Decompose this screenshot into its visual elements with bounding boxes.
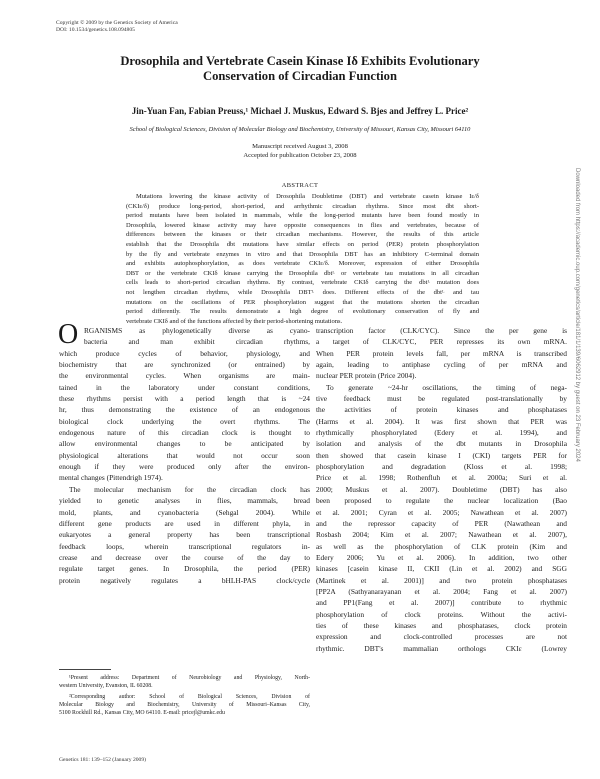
body-line: The molecular mechanism for the circadian clock has <box>69 484 310 494</box>
left-paragraph-1 <box>59 348 310 484</box>
footnote-divider <box>59 669 111 670</box>
body-line: physiological alterations that would not occur soon <box>59 450 310 460</box>
body-line: phosphorylation and degradation (Kloss et al. 1998; <box>316 462 567 472</box>
body-line: phosphorylation of clock proteins. Without the activi- <box>316 609 567 619</box>
download-watermark <box>566 168 586 728</box>
abstract-line: Drosophila, lowered kinase activity may have opposite consequences in flies and vertebrates, because of <box>126 221 479 229</box>
body-line: different gene products are used in different phyla, in <box>59 518 310 528</box>
manuscript-dates <box>60 143 540 160</box>
footnote-line: ¹Present address: Department of Neurobiology and Physiology, North- <box>69 675 310 681</box>
body-line: crease and decrease over the course of the day to <box>59 552 310 562</box>
article-title <box>60 54 540 84</box>
body-line: 2000; Muskus et al. 2007). Doubletime (DBT) has also <box>316 484 567 494</box>
title-line-2: Conservation of Circadian Function <box>203 69 397 83</box>
body-line: nuclear PER protein (Price 2004). <box>316 371 417 381</box>
body-line: eukaryotes a general property has been transcriptional <box>59 530 310 540</box>
abstract-line: cells leads to short-period circadian rhythms. By contrast, vertebrate CKIδ carrying the dbtᴸ mutation does <box>126 279 479 287</box>
body-line: (Harms et al. 2004). It was first shown that PER was <box>316 416 567 426</box>
body-line: and the repressor capacity of PER (Nawathean and <box>316 518 567 528</box>
body-line: To generate ~24-hr oscillations, the timing of nega- <box>326 382 567 392</box>
right-paragraph-2 <box>316 382 567 654</box>
body-line: the activities of protein kinases and phosphatases <box>316 405 567 415</box>
abstract-line: not lengthen circadian rhythms, while Drosophila DBTᴸ does. Different effects of the dbtᴸ and tau <box>126 288 479 296</box>
abstract-line: DBT or the vertebrate CKIδ kinase carrying the Drosophila dbtᴸ or vertebrate tau mutations in all circadian <box>126 269 479 277</box>
body-line: biochemistry that are synchronized (or entrained) by <box>59 360 310 370</box>
abstract-line: mutations on the oscillations of PER phosphorylation suggest that the mutations shorten the circadian <box>126 298 479 306</box>
abstract-line: establish that the Drosophila dbt mutations have similar effects on period (PER) protein phosphorylation <box>126 240 479 248</box>
body-line: ties of these kinases and phosphatases, clock protein <box>316 620 567 630</box>
footnote-line: western University, Evanston, IL 60208. <box>59 682 153 689</box>
abstract-line: period mutants have been isolated in mammals, while the long-period mutants have been found mostly in <box>126 212 479 220</box>
body-line: these rhythms persist with a period length that is ~24 <box>59 394 310 404</box>
body-line: Rosbash 2004; Kim et al. 2007; Nawathean et al. 2007), <box>316 530 567 540</box>
body-line: been proposed to regulate the nuclear localization (Bao <box>316 496 567 506</box>
body-line: protein negatively regulates a bHLH-PAS clock/cycle <box>59 575 310 585</box>
journal-footer: Genetics 181: 139–152 (January 2009) <box>59 757 146 763</box>
abstract-body <box>126 192 479 326</box>
dropcap: O <box>58 319 79 350</box>
watermark-text: Downloaded from https://academic.oup.com/genetics/article/181/1/139/6062912 by guest on 23 February 2024 <box>574 168 580 462</box>
abstract-line: Mutations lowering the kinase activity of Drosophila Doubletime (DBT) and vertebrate casein kinase Iε/δ <box>136 193 479 200</box>
body-line: expression and clock-controlled processes are not <box>316 632 567 642</box>
body-line: regulate target genes. In Drosophila, the period (PER) <box>59 564 310 574</box>
copyright-notice <box>56 20 178 34</box>
body-line: (Martinek et al. 2001)] and two protein phosphatases <box>316 575 567 585</box>
body-line: mold, plants, and cyanobacteria (Sehgal 2004). While <box>59 507 310 517</box>
intro-text: RGANISMS as phylogenetically diverse as cyano- <box>84 326 310 335</box>
abstract-line: period differently. The results demonstrate a high degree of evolutionary conservation of fly and <box>126 308 479 316</box>
affiliation: School of Biological Sciences, Division of Molecular Biology and Biochemistry, University of Missouri, Kansas City, Missouri 64110 <box>129 126 471 133</box>
accepted-date: Accepted for publication October 23, 2008 <box>243 151 357 159</box>
body-line: kinases [casein kinase II, CKII (Lin et al. 2002) and SGG <box>316 564 567 574</box>
body-line: [PP2A (Sathyanarayanan et al. 2004; Fang et al. 2007) <box>316 586 567 596</box>
body-line: transcription factor (CLK/CYC). Since the per gene is <box>316 326 567 335</box>
body-line: rhythmic. DBT's mammalian orthologs CKIε (Lowrey <box>316 643 567 653</box>
footnote-line: ²Corresponding author: School of Biological Sciences, Division of <box>69 694 310 701</box>
body-line: and PP1(Fang et al. 2007)] contribute to rhythmic <box>316 598 567 608</box>
body-line: Price et al. 1998; Rothenfluh et al. 2000a; Suri et al. <box>316 473 567 483</box>
body-line: as well as the phosphorylation of CLK protein (Kim and <box>316 541 567 551</box>
body-line: rhythmically phosphorylated (Edery et al. 1994), and <box>316 428 567 438</box>
copyright-line: Copyright © 2009 by the Genetics Society of America <box>56 20 178 26</box>
body-line: isolation and analysis of the dbt mutants in Drosophila <box>316 439 567 449</box>
title-line-1: Drosophila and Vertebrate Casein Kinase Iδ Exhibits Evolutionary <box>120 54 480 68</box>
body-line: enough if they were produced only after the environ- <box>59 462 310 472</box>
body-line: hr, thus demonstrating the existence of an endogenous <box>59 405 310 415</box>
abstract-line: differences between the kinases or their circadian mechanisms. However, the results of this article <box>126 231 479 239</box>
footnotes <box>59 675 310 718</box>
footnote-line: 5100 Rockhill Rd., Kansas City, MO 64110. E-mail: pricejl@umkc.edu <box>59 709 225 716</box>
right-paragraph-1 <box>316 325 567 382</box>
doi-line: DOI: 10.1534/genetics.108.094805 <box>56 27 135 34</box>
body-line: the environmental cycles. When organisms are main- <box>59 371 310 381</box>
body-line: then showed that casein kinase I (CKI) targets PER for <box>316 450 567 460</box>
right-column <box>316 325 567 654</box>
body-line: which produce cycles of behavior, physiology, and <box>59 348 310 358</box>
body-line: Edery 2006; Yu et al. 2006). In addition, two other <box>316 552 567 562</box>
body-line: When PER protein levels fall, per mRNA is transcribed <box>316 348 567 358</box>
body-line: yielded to genetic analyses in flies, mammals, bread <box>59 496 310 506</box>
body-line: allow environmental changes to be anticipated by <box>59 439 310 449</box>
body-line: bacteria and man exhibit circadian rhythms, <box>84 337 310 347</box>
abstract-line: and exhibits autophosphorylation, as does vertebrate CKIε/δ. Moreover, expression of either Drosophila <box>126 260 479 268</box>
received-date: Manuscript received August 3, 2008 <box>252 143 348 150</box>
abstract-heading: ABSTRACT <box>281 182 319 189</box>
body-line: again, leading to antiphase cycling of per mRNA and <box>316 360 567 370</box>
abstract-line: vertebrate CKIδ and of the functions affected by their period-shortening mutations. <box>126 317 343 325</box>
body-line: mental changes (Pittendrigh 1974). <box>59 473 163 483</box>
author-list: Jin-Yuan Fan, Fabian Preuss,¹ Michael J. Muskus, Edward S. Bjes and Jeffrey L. Price² <box>131 106 469 116</box>
footnote-line: Molecular Biology and Biochemistry, University of Missouri–Kansas City, <box>59 702 310 709</box>
body-line: feedback loops, wherein transcriptional regulators in- <box>59 541 310 551</box>
abstract-line: by the fly and vertebrate enzymes in vitro and that Drosophila DBT has an inhibitory C-terminal domain <box>126 250 479 258</box>
body-line: a target of CLK/CYC, PER represses its own mRNA. <box>316 337 567 347</box>
abstract-line: (CKIε/δ) produce long-period, short-period, and arrhythmic circadian rhythms. Since most dbt short- <box>126 202 479 210</box>
body-line: tive feedback must be regulated post-translationally by <box>316 394 567 404</box>
body-line: biological clock underlying the overt rhythms. The <box>59 416 310 426</box>
left-paragraph-2 <box>59 484 310 586</box>
body-line: endogenous nature of this circadian clock is thought to <box>59 428 310 438</box>
body-line: tained in the laboratory under constant conditions, <box>59 382 310 392</box>
body-line: et al. 2001; Cyran et al. 2005; Nawathean et al. 2007) <box>316 507 567 517</box>
